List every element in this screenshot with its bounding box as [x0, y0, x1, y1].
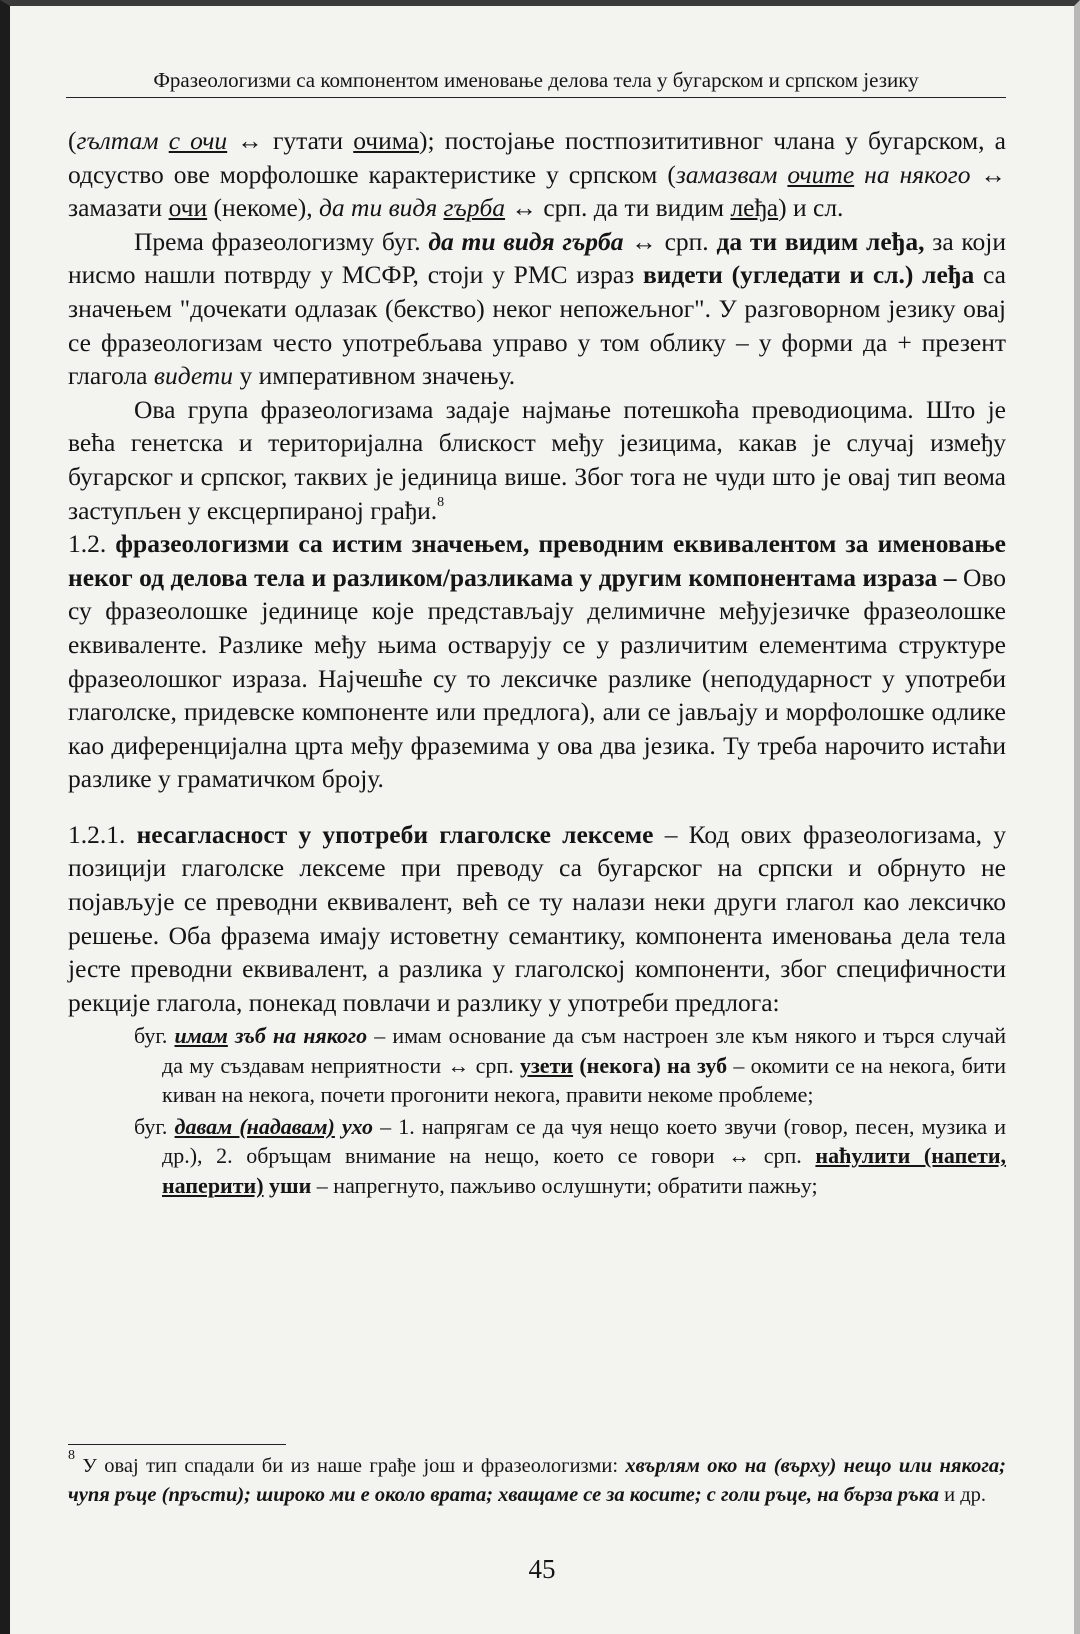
section-1-2: 1.2. фразеологизми са истим значењем, преводним еквивалентом за именовање неког од делова тела и разликом/разликама у другим компонентама израза – Ово су фразеолошке јединице које представљају делимичне међујезичке фразеолошке еквиваленте. Разлике међу њима остварују се у различитим елементима структуре фразеолошког израза. Најчешће су то лексичке разлике (неподударност у употреби глаголске, придевске компоненте или предлога), али се јављају и морфолошке одлике као диференцијална црта међу фраземима у ова два језика. Ту треба нарочито истаћи разлике у граматичком броју. — [68, 529, 1007, 794]
footnote-reference: 8 — [437, 494, 445, 510]
paragraph-2: Према фразеологизму буг. да ти видя гърба ↔ срп. да ти видим леђа, за који нисмо нашли потврду у МСФР, стоји у РМС израз видети (угледати и сл.) леђа са значењем "дочекати одлазак (бекство) неког непожељног". У разговорном језику овај се фразеологизам често употребљава управо у том облику – у форми да + презент глагола видети у императивном значењу. — [68, 226, 1006, 391]
section-heading: фразеологизми са истим значењем, преводним еквивалентом за именовање неког од делова тела и разликом/разликама у другим компонентама израза – — [68, 529, 1006, 592]
section-1-2-1: 1.2.1. несагласност у употреби глаголске лексеме – Код ових фразеологизама, у позицији глаголске лексеме при преводу са бугарског на српски и обрнуто не појављује се преводни еквивалент, већ се ту налази неки други глагол као лексичко решење. Оба фразема имају истоветну семантику, компонента именовања дела тела јесте преводни еквивалент, а разлика у глаголској компоненти, због специфичности рекције глагола, понекад повлачи и разлику у употреби предлога: — [68, 819, 1007, 1017]
section-number: 1.2. — [68, 529, 116, 559]
footnote-mark: 8 — [68, 1448, 75, 1463]
example-list — [68, 1021, 1006, 1200]
footnote: $^8$ У овај тип спадали би из наше грађе још и фразеологизми: хвърлям око на (върху) нещо или някога; чупя ръце (пръсти); широко ми е около врата; хващаме се за косите; с голи ръце, на бърза ръка и др. — [68, 1448, 1006, 1506]
main-text — [68, 124, 1006, 1200]
paragraph-1: (гълтам с очи ↔ гутати очима); постојање постпозититивног члана у бугарском, а одсуство ове морфолошке карактеристике у српском (замазвам очите на някого ↔ замазати очи (некоме), да ти видя гърба ↔ срп. да ти видим леђа) и сл. — [68, 126, 1007, 223]
example-item: буг. имам зъб на някого – имам основание да съм настроен зле към някого и търся случай да му създавам неприятности ↔ срп. узети (некога) на зуб – окомити се на некога, бити киван на некога, почети прогонити некога, правити некоме проблеме; — [134, 1023, 1006, 1108]
paragraph-3: Ова група фразеологизама задаје најмање потешкоћа преводиоцима. Што је већа генетска и територијална блискост међу језицима, какав је случај између бугарског и српског, таквих је јединица више. Због тога не чуди што је овај тип веома заступљен у ексцерпираној грађи.$^8$ — [68, 394, 1006, 525]
example-item: буг. давам (надавам) ухо – 1. напрягам се да чуя нещо което звучи (говор, песен, музика и др.), 2. обръщам внимание на нещо, което се говори ↔ срп. наћулити (напети, наперити) уши – напрегнуто, пажљиво ослушнути; обратити пажњу; — [134, 1113, 1007, 1198]
section-heading: несагласност у употреби глаголске лексеме — [136, 819, 654, 849]
footnote-divider — [68, 1444, 286, 1445]
running-header: Фразеологизми са компонентом именовање делова тела у бугарском и српском језику — [66, 68, 1006, 98]
page-number: 45 — [528, 1554, 556, 1584]
section-number: 1.2.1. — [68, 819, 137, 849]
